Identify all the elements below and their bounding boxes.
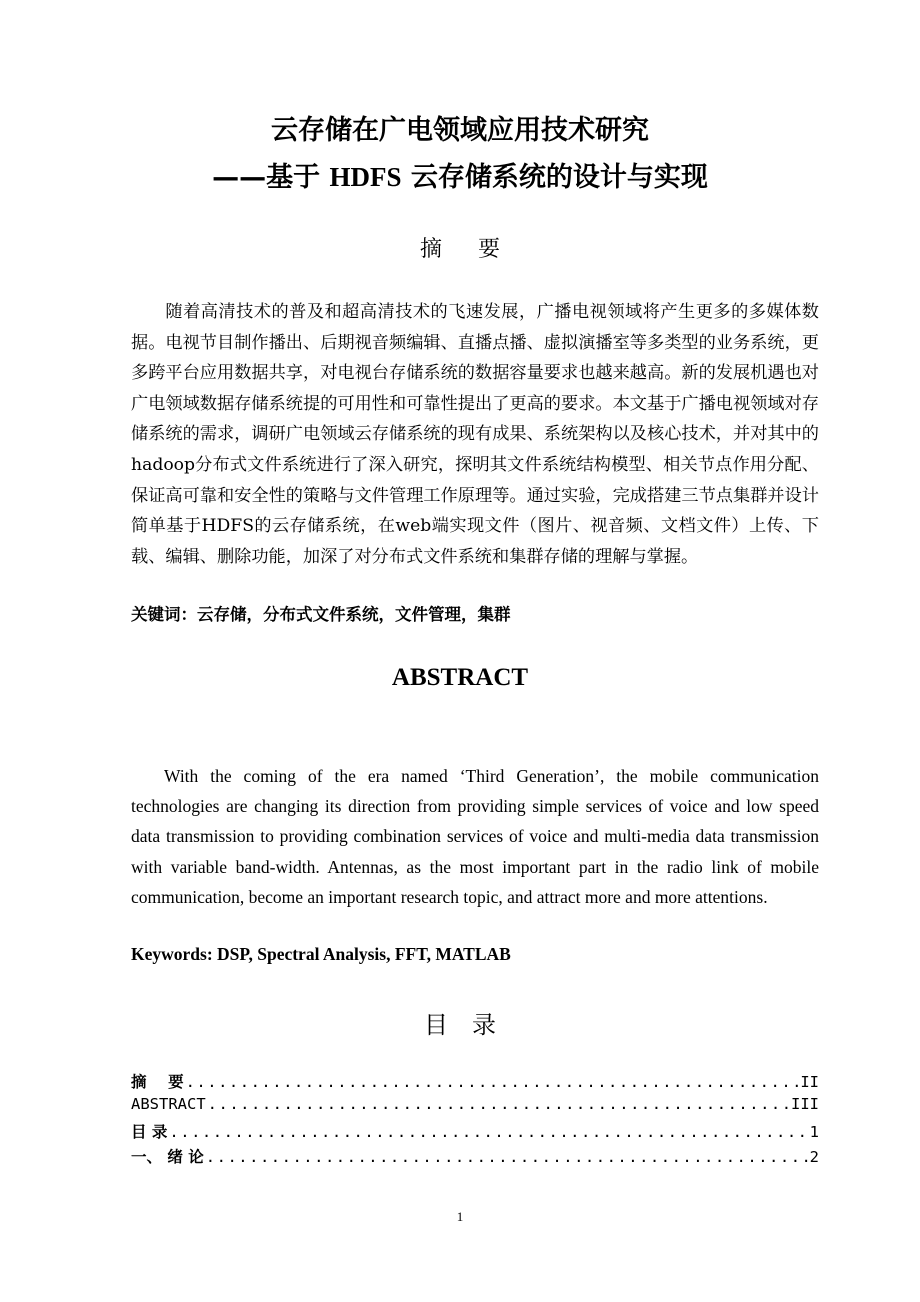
toc-entry-abstract-en[interactable] [131,1095,819,1120]
toc-heading: 目录 [424,1011,520,1039]
toc-entry-contents[interactable] [131,1120,819,1145]
table-of-contents [131,1070,819,1170]
subtitle [0,155,920,194]
toc-leader-dots [206,1148,808,1166]
toc-entry-page: 2 [809,1148,819,1166]
toc-leader-dots [208,1095,789,1113]
toc-entry-label: 一、 绪 论 [131,1148,204,1166]
toc-entry-introduction[interactable] [131,1145,819,1170]
keywords-en: Keywords: DSP, Spectral Analysis, FFT, MATLAB [131,944,511,964]
toc-entry-label: 摘 要 [131,1073,184,1091]
abstract-en-body: With the coming of the era named ‘Third Generation’, the mobile communication technologies are changing its direction from providing simple services of voice and low speed data transmission to providing combination services of voice and multi-media data transmission with variable band-width. Antennas, as the most important part in the radio link of mobile communication, become an important research topic, and attract more and more attentions. [131,766,819,907]
main-title: 云存储在广电领域应用技术研究 [271,115,649,146]
toc-entry-page: 1 [809,1123,819,1141]
abstract-cn-heading: 摘要 [419,237,536,262]
subtitle-prefix: ——基于 [212,162,321,193]
toc-entry-page: II [800,1073,819,1091]
toc-leader-dots [169,1123,807,1141]
page-number: 1 [456,1209,464,1224]
toc-entry-label: 目 录 [131,1123,168,1141]
abstract-cn-body: 随着高清技术的普及和超高清技术的飞速发展，广播电视领域将产生更多的多媒体数据。电视节目制作播出、后期视音频编辑、直播点播、虚拟演播室等多类型的业务系统，更多跨平台应用数据共享，对电视台存储系统的数据容量要求也越来越高。新的发展机遇也对广电领域数据存储系统提的可用性和可靠性提出了更高的要求。本文基于广播电视领域对存储系统的需求，调研广电领域云存储系统的现有成果、系统架构以及核心技术，并对其中的hadoop分布式文件系统进行了深入研究，探明其文件系统结构模型、相关节点作用分配、保证高可靠和安全性的策略与文件管理工作原理等。通过实验，完成搭建三节点集群并设计简单基于HDFS的云存储系统，在web端实现文件（图片、视音频、文档文件）上传、下载、编辑、删除功能，加深了对分布式文件系统和集群存储的理解与掌握。 [131,302,819,567]
subtitle-hdfs: HDFS [329,162,402,192]
abstract-en-heading: ABSTRACT [391,664,529,691]
toc-leader-dots [186,1073,799,1091]
keywords-cn: 关键词：云存储，分布式文件系统，文件管理，集群 [131,605,511,624]
toc-entry-label: ABSTRACT [131,1095,206,1113]
toc-entry-abstract-cn[interactable] [131,1070,819,1095]
subtitle-suffix: 云存储系统的设计与实现 [410,162,708,193]
toc-entry-page: III [791,1095,819,1113]
